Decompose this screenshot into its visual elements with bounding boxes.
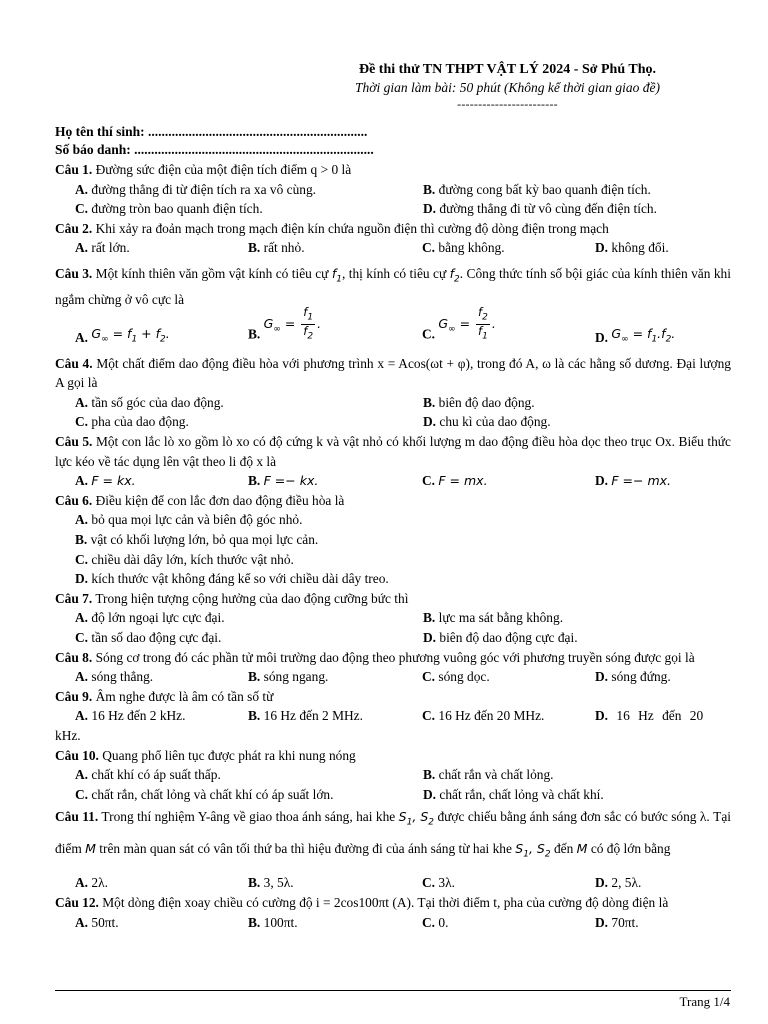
option-d: D. 16 Hz đến 20 (595, 708, 704, 724)
option-c: C. đường tròn bao quanh điện tích. (75, 201, 263, 217)
option-c: C. $G_\infty$ = $\frac{f_2}{f_1}$ . (422, 305, 496, 342)
page-number: Trang 1/4 (679, 994, 730, 1009)
option-a: A. bỏ qua mọi lực cản và biên độ góc nhỏ. (75, 512, 303, 528)
option-d: D. chất rắn, chất lỏng và chất khí. (423, 786, 604, 802)
option-a: A. đường thẳng đi từ điện tích ra xa vô cùng. (75, 181, 317, 197)
options-q3 (55, 305, 731, 354)
options-q1-row2 (55, 199, 731, 219)
option-a: A. sóng thẳng. (75, 669, 154, 685)
focal-f1: $f_1$ (331, 265, 342, 285)
option-a: A. rất lớn. (75, 240, 130, 256)
option-b: B. 100πt. (248, 914, 298, 930)
question-2: Câu 2. Khi xảy ra đoản mạch trong mạch điện kín chứa nguồn điện thì cường độ dòng điện trong mạch (55, 220, 609, 236)
option-d: D. 70πt. (595, 914, 639, 930)
option-c: C. F = mx. (422, 473, 488, 489)
options-q8 (55, 667, 731, 687)
question-11: Câu 11. Trong thí nghiệm Y-âng về giao thoa ánh sáng, hai khe $S_1$, $S_2$ được chiếu bằng ánh sáng đơn sắc có bước sóng λ. Tại điểm M trên màn quan sát có vân tối thứ ba thì hiệu đường đi của ánh sáng từ hai khe $S_1$, $S_2$ đến M có độ lớn bằng (55, 809, 731, 860)
option-d-wrap: kHz. (55, 727, 81, 743)
footer-rule (55, 990, 731, 991)
option-b: B. F =− kx. (248, 473, 319, 489)
option-a: A. 50πt. (75, 914, 119, 930)
question-3: Câu 3. Một kính thiên văn gồm vật kính có tiêu cự $f_1$, thị kính có tiêu cự $f_2$. Công thức tính số bội giác của kính thiên văn khi ngắm chừng ở vô cực là (55, 265, 731, 308)
question-10: Câu 10. Quang phổ liên tục được phát ra khi nung nóng (55, 747, 356, 763)
option-b: B. 3, 5λ. (248, 875, 294, 891)
exam-subtitle: Thời gian làm bài: 50 phút (Không kể thời gian giao đề) (354, 80, 660, 95)
options-q4-row2 (55, 412, 731, 432)
options-q2 (55, 238, 731, 258)
option-c: C. chiều dài dây lớn, kích thước vật nhỏ. (75, 551, 294, 567)
question-12: Câu 12. Một dòng điện xoay chiều có cường độ i = 2cos100πt (A). Tại thời điểm t, pha của cường độ dòng điện là (55, 894, 669, 910)
options-q11 (55, 873, 731, 893)
option-c: C. chất rắn, chất lỏng và chất khí có áp suất lớn. (75, 786, 334, 802)
option-c: C. 0. (422, 914, 449, 930)
question-6: Câu 6. Điều kiện để con lắc đơn dao động điều hòa là (55, 492, 345, 508)
option-d: D. F =− mx. (595, 473, 672, 489)
option-a: A. $G_\infty = f_1 + f_2$. (75, 325, 170, 345)
option-c: C. sóng dọc. (422, 669, 490, 685)
option-a: A. tần số góc của dao động. (75, 394, 224, 410)
option-c: C. 16 Hz đến 20 MHz. (422, 708, 545, 724)
option-b: B. chất rắn và chất lỏng. (423, 767, 554, 783)
option-b: B. vật có khối lượng lớn, bỏ qua mọi lực cản. (75, 532, 319, 547)
option-d: D. đường thẳng đi từ vô cùng đến điện tích. (423, 201, 657, 217)
options-q9 (55, 706, 731, 726)
options-q7-row2 (55, 628, 731, 648)
option-b: B. lực ma sát bằng không. (423, 610, 564, 626)
option-d: D. chu kì của dao động. (423, 414, 551, 430)
option-b: B. 16 Hz đến 2 MHz. (248, 708, 363, 724)
option-b: B. biên độ dao động. (423, 394, 535, 410)
question-text: Đường sức điện của một điện tích điểm q > 0 là (95, 162, 352, 177)
question-label: Câu 1. (55, 162, 93, 177)
option-b: B. rất nhỏ. (248, 240, 305, 256)
options-q10 (55, 765, 731, 785)
options-q12 (55, 913, 731, 933)
focal-f2: $f_2$ (449, 265, 460, 285)
option-c: C. tần số dao động cực đại. (75, 629, 222, 645)
options-q1 (55, 180, 731, 200)
option-c: C. bằng không. (422, 240, 505, 256)
option-c: C. pha của dao động. (75, 414, 189, 430)
options-q4 (55, 393, 731, 413)
question-7: Câu 7. Trong hiện tượng cộng hưởng của dao động cưỡng bức thì (55, 590, 409, 606)
header-divider: ------------------------ (457, 97, 558, 111)
option-a: A. 16 Hz đến 2 kHz. (75, 708, 186, 724)
option-a: A. F = kx. (75, 473, 136, 489)
options-q7 (55, 608, 731, 628)
option-a: A. độ lớn ngoại lực cực đại. (75, 610, 225, 626)
question-4: Câu 4. Một chất điểm dao động điều hòa với phương trình x = Acos(ωt + φ), trong đó A, ω là các hằng số dương. Đại lượng A gọi là (55, 355, 731, 391)
option-d: D. không đổi. (595, 240, 669, 256)
question-5: Câu 5. Một con lắc lò xo gồm lò xo có độ cứng k và vật nhỏ có khối lượng m dao động điều hòa dọc theo trục Ox. Biểu thức lực kéo về tác dụng lên vật theo li độ x là (55, 434, 731, 469)
options-q5 (55, 471, 731, 491)
option-d: D. sóng đứng. (595, 669, 671, 685)
question-9: Câu 9. Âm nghe được là âm có tần số từ (55, 688, 274, 704)
option-b: B. đường cong bất kỳ bao quanh điện tích. (423, 181, 651, 197)
student-name-line: Họ tên thí sinh: ................................................................. (55, 124, 368, 139)
option-d: D. 2, 5λ. (595, 875, 642, 891)
option-d: D. biên độ dao động cực đại. (423, 629, 578, 645)
options-q10-row2 (55, 785, 731, 805)
question-1 (55, 160, 731, 180)
questions (55, 160, 731, 932)
option-c: C. 3λ. (422, 875, 455, 891)
exam-title: Đề thi thử TN THPT VẬT LÝ 2024 - Sở Phú Thọ. (358, 62, 656, 77)
option-d: D. $G_\infty = f_1.f_2$. (595, 325, 676, 345)
question-8: Câu 8. Sóng cơ trong đó các phần tử môi trường dao động theo phương vuông góc với phương truyền sóng được gọi là (55, 649, 695, 665)
option-b: B. $G_\infty$ = $\frac{f_1}{f_2}$ . (248, 305, 322, 342)
option-b: B. sóng ngang. (248, 669, 329, 685)
option-a: A. 2λ. (75, 875, 108, 891)
student-id-line: Số báo danh: ....................................................................... (55, 142, 374, 157)
option-a: A. chất khí có áp suất thấp. (75, 767, 221, 783)
option-d: D. kích thước vật không đáng kể so với chiều dài dây treo. (75, 571, 389, 587)
exam-header (330, 60, 685, 111)
